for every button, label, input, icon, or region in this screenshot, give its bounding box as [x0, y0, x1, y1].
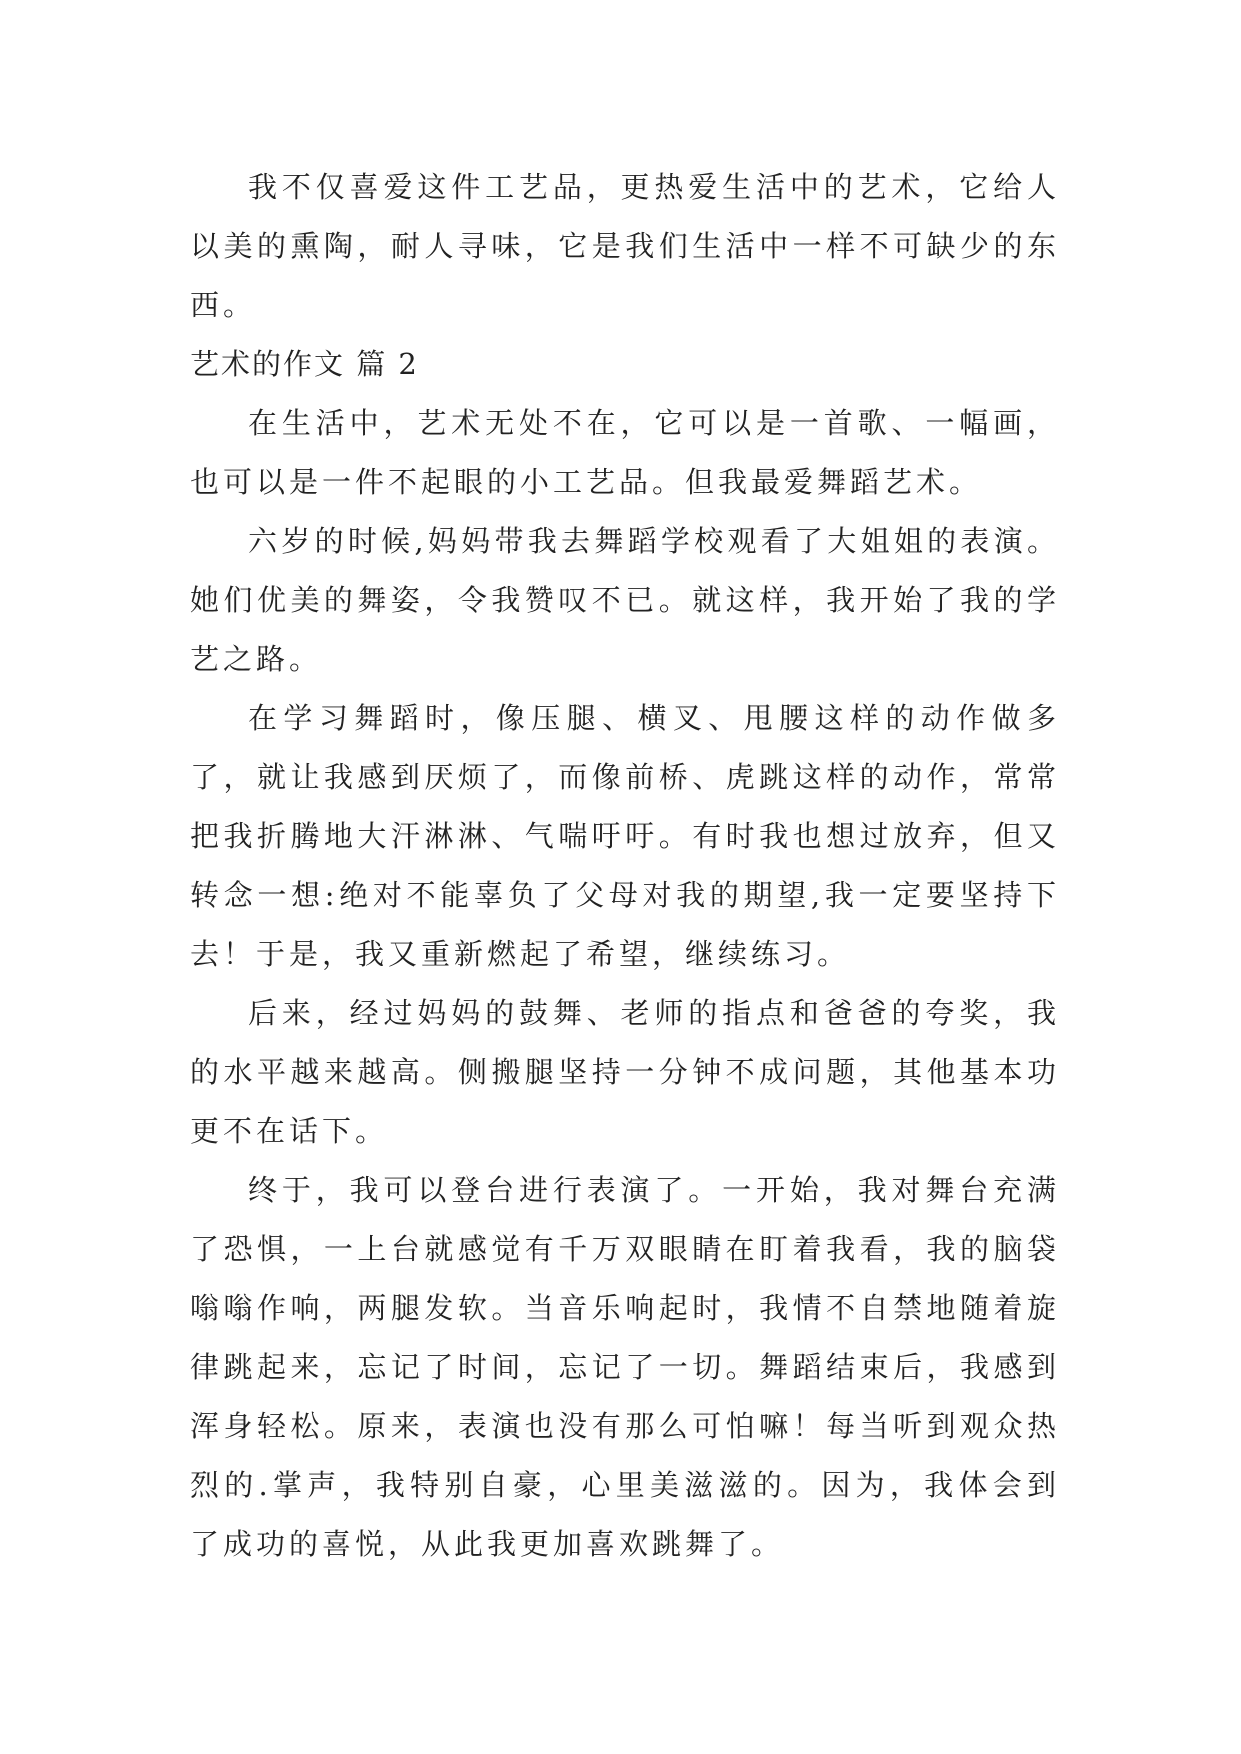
paragraph-3: 在学习舞蹈时，像压腿、横叉、甩腰这样的动作做多了，就让我感到厌烦了，而像前桥、虎跳这样的动作，常常把我折腾地大汗淋淋、气喘吁吁。有时我也想过放弃，但又转念一想:绝对不能辜负了父母对我的期望,我一定要坚持下去！于是，我又重新燃起了希望，继续练习。 — [190, 701, 1060, 971]
paragraph-5: 终于，我可以登台进行表演了。一开始，我对舞台充满了恐惧，一上台就感觉有千万双眼睛在盯着我看，我的脑袋嗡嗡作响，两腿发软。当音乐响起时，我情不自禁地随着旋律跳起来，忘记了时间，忘记了一切。舞蹈结束后，我感到浑身轻松。原来，表演也没有那么可怕嘛！每当听到观众热烈的.掌声，我特别自豪，心里美滋滋的。因为，我体会到了成功的喜悦，从此我更加喜欢跳舞了。 — [190, 1173, 1060, 1561]
paragraph-2: 六岁的时候,妈妈带我去舞蹈学校观看了大姐姐的表演。她们优美的舞姿，令我赞叹不已。就这样，我开始了我的学艺之路。 — [190, 524, 1060, 676]
paragraph-4: 后来，经过妈妈的鼓舞、老师的指点和爸爸的夸奖，我的水平越来越高。侧搬腿坚持一分钟不成问题，其他基本功更不在话下。 — [190, 996, 1060, 1148]
section-heading: 艺术的作文 篇 2 — [190, 347, 419, 381]
document-body — [190, 158, 1060, 1574]
paragraph-1: 在生活中，艺术无处不在，它可以是一首歌、一幅画，也可以是一件不起眼的小工艺品。但我最爱舞蹈艺术。 — [190, 406, 1060, 499]
paragraph-intro: 我不仅喜爱这件工艺品，更热爱生活中的艺术，它给人以美的熏陶，耐人寻味，它是我们生活中一样不可缺少的东西。 — [190, 170, 1060, 322]
